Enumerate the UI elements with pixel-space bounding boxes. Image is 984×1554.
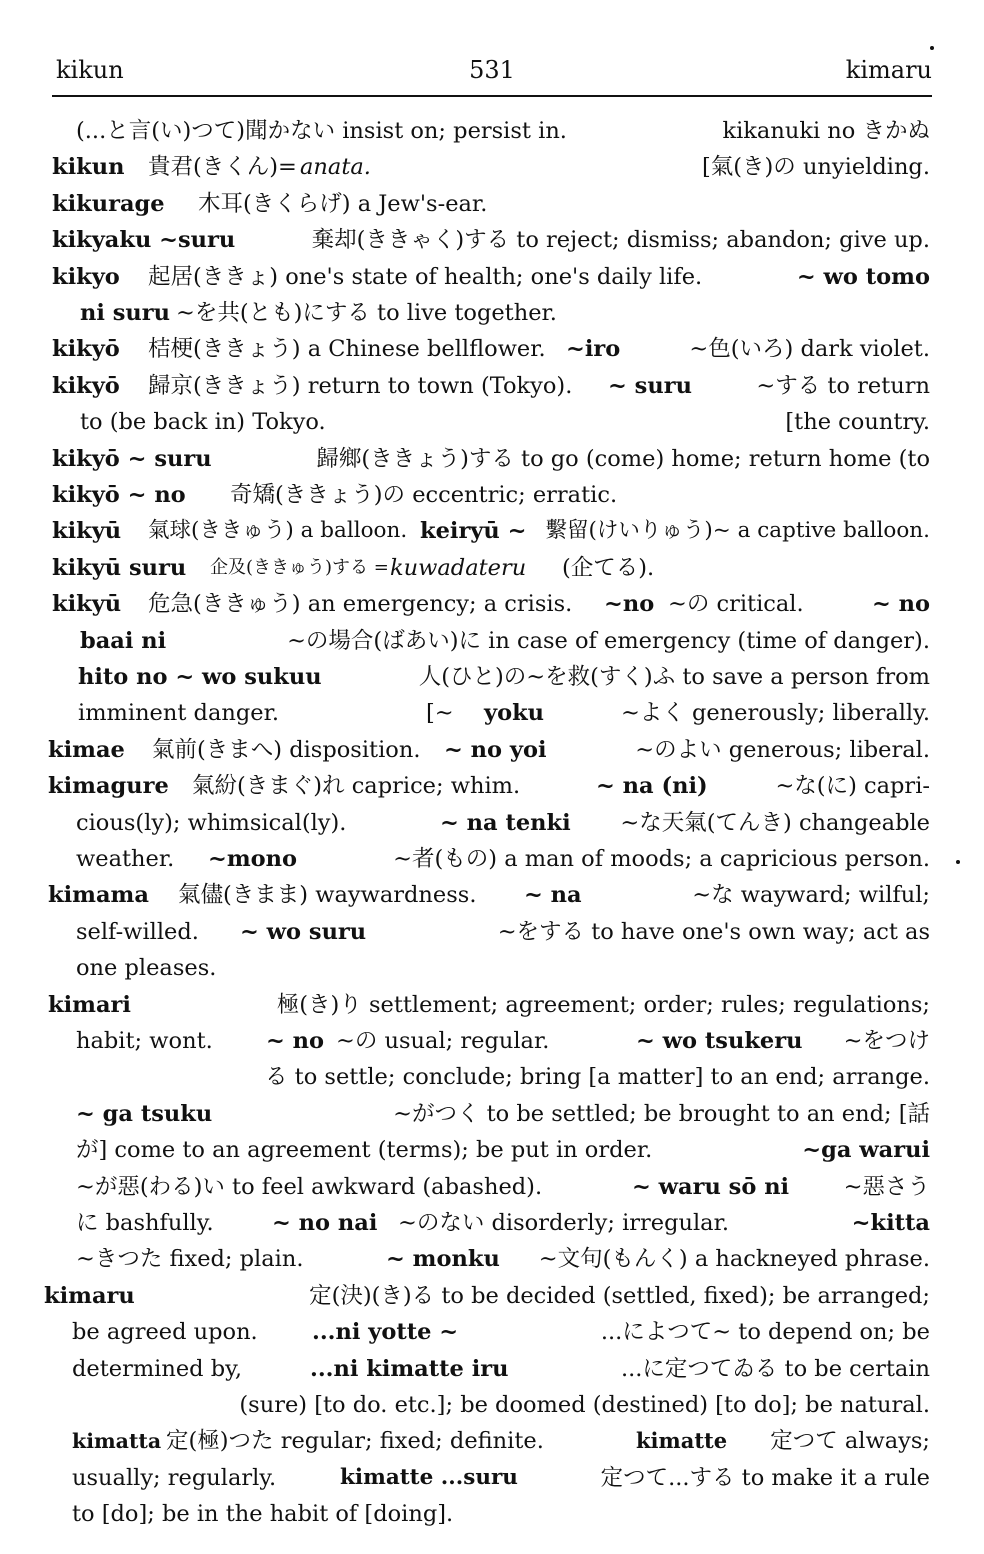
definition-text: ~よく generously; liberally.: [620, 700, 930, 727]
entry-line: [0, 586, 984, 622]
entry-line: [0, 1132, 984, 1168]
headword: kimaru: [44, 1282, 135, 1309]
headword: kikyō ~ suru: [52, 445, 212, 472]
definition-text: self-willed.: [76, 918, 199, 945]
headword: kikyō ~ no: [52, 482, 186, 508]
entry-line: [0, 186, 984, 222]
headword: hito no ~ wo sukuu: [78, 664, 322, 690]
entry-line: [0, 987, 984, 1023]
definition-text: 歸鄉(ききょう)する to go (come) home; return home (to: [316, 445, 930, 472]
print-speck: [930, 46, 934, 50]
definition-text: に bashfully.: [76, 1210, 214, 1236]
definition-text: ~をする to have one's own way; act as: [497, 918, 930, 945]
entry-line: [0, 768, 984, 804]
headword: kikurage: [52, 190, 165, 217]
definition-text: be agreed upon.: [72, 1319, 258, 1346]
entry-line: [0, 113, 984, 149]
definition-text: 氣紛(きまぐ)れ caprice; whim.: [192, 773, 521, 800]
headword: kimagure: [48, 773, 169, 800]
definition-text: (...と言(い)つて)聞かない insist on; persist in.: [76, 118, 567, 144]
entry-line: [0, 1460, 984, 1496]
definition-text: usually; regularly.: [72, 1464, 277, 1491]
headword: ni suru: [80, 300, 170, 326]
entry-line: [0, 331, 984, 367]
entry-line: [0, 1096, 984, 1132]
headword: ~ na (ni): [596, 773, 708, 800]
definition-text: [~: [426, 700, 454, 727]
definition-text: ~惡さう: [843, 1173, 930, 1200]
headword: ~ suru: [608, 372, 692, 399]
headword: kikyū suru: [52, 554, 187, 581]
headword: kimari: [48, 991, 131, 1018]
headword: kikyo: [52, 263, 120, 290]
definition-text: 奇矯(ききょう)の eccentric; erratic.: [230, 482, 618, 508]
headword: ~ wo tomo: [796, 263, 930, 290]
page-number: 531: [469, 56, 515, 84]
headword: kikun: [52, 154, 125, 181]
entry-line: [0, 550, 984, 586]
entry-line: [0, 1423, 984, 1459]
definition-text: ~文句(もんく) a hackneyed phrase.: [538, 1246, 930, 1273]
headword: ~ wo suru: [240, 918, 367, 945]
entry-line: [0, 441, 984, 477]
definition-text: 起居(ききょ) one's state of health; one's daily life.: [148, 263, 703, 290]
definition-text: one pleases.: [76, 955, 217, 982]
definition-text: 氣球(ききゅう) a balloon.: [148, 518, 408, 544]
definition-text: ...に定つてゐる to be certain: [620, 1355, 930, 1382]
definition-text: determined by,: [72, 1355, 243, 1382]
headword: ~ monku: [386, 1246, 500, 1273]
headword: yoku: [484, 700, 545, 727]
definition-text: ~の critical.: [668, 591, 804, 618]
headword: ~ ga tsuku: [76, 1100, 213, 1127]
entry-line: [0, 623, 984, 659]
entry-line: [0, 1314, 984, 1350]
entry-line: [0, 404, 984, 440]
entry-line: [0, 805, 984, 841]
definition-text: 繫留(けいりゅう)~ a captive balloon.: [545, 518, 930, 544]
entry-line: [0, 841, 984, 877]
headword: kikyū: [52, 591, 122, 618]
headword: kikyū: [52, 518, 122, 545]
entry-line: [0, 914, 984, 950]
headword: baai ni: [80, 627, 167, 654]
headword: kikyaku ~suru: [52, 227, 236, 254]
definition-text: ~のない disorderly; irregular.: [398, 1210, 730, 1236]
definition-text: ~の usual; regular.: [336, 1028, 550, 1054]
entry-line: [0, 222, 984, 258]
cross-reference: anata.: [300, 154, 371, 181]
headword: ~ wo tsukeru: [636, 1028, 803, 1054]
definition-text: 桔梗(ききょう) a Chinese bellflower.: [148, 336, 546, 363]
definition-text: weather.: [76, 846, 175, 872]
definition-text: 貴君(きくん)=: [148, 154, 297, 181]
headword: ~ no: [871, 591, 930, 618]
entry-line: [0, 259, 984, 295]
running-head-left: kikun: [56, 56, 124, 84]
definition-text: 歸京(ききょう) return to town (Tokyo).: [148, 372, 573, 399]
definition-text: 人(ひと)の~を救(すく)ふ to save a person from: [418, 664, 930, 690]
definition-text: 危急(ききゅう) an emergency; a crisis.: [148, 591, 573, 618]
definition-text: ~する to return: [756, 372, 930, 399]
definition-text: to (be back in) Tokyo.: [80, 409, 326, 436]
definition-text: ~な天氣(てんき) changeable: [620, 809, 930, 836]
headword: ...ni yotte ~: [312, 1319, 459, 1346]
definition-text: (企てる).: [562, 554, 655, 581]
entry-line: [0, 1059, 984, 1095]
headword: ~ no yoi: [444, 736, 547, 763]
entry-line: [0, 1387, 984, 1423]
entry-line: [0, 695, 984, 731]
cross-reference: kuwadateru: [390, 554, 527, 581]
definition-text: 木耳(きくらげ) a Jew's-ear.: [198, 190, 488, 217]
definition-text: 氣儘(きまま) waywardness.: [178, 882, 477, 909]
entry-line: [0, 513, 984, 549]
headword: ~kitta: [851, 1210, 930, 1236]
entry-line: [0, 950, 984, 986]
definition-text: 定(決)(き)る to be decided (settled, fixed); be arranged;: [309, 1282, 930, 1309]
headword: ~ na tenki: [440, 809, 571, 836]
headword: kimae: [48, 736, 125, 763]
entry-line: [0, 659, 984, 695]
headword: ~ga warui: [802, 1137, 930, 1164]
entry-line: [0, 877, 984, 913]
headword: kimatte ...suru: [340, 1464, 518, 1490]
entry-line: [0, 368, 984, 404]
definition-text: ~きつた fixed; plain.: [76, 1246, 304, 1273]
definition-text: (sure) [to do. etc.]; be doomed (destined) [to do]; be natural.: [239, 1392, 930, 1418]
entry-line: [0, 295, 984, 331]
definition-text: ~のよい generous; liberal.: [635, 736, 930, 763]
headword: ~iro: [566, 336, 621, 363]
definition-text: 定(極)つた regular; fixed; definite.: [166, 1428, 544, 1455]
definition-text: が] come to an agreement (terms); be put in order.: [76, 1137, 653, 1164]
entry-line: [0, 732, 984, 768]
definition-text: 棄却(ききゃく)する to reject; dismiss; abandon; give up.: [311, 227, 930, 254]
definition-text: [the country.: [785, 409, 930, 436]
headword: kikyō: [52, 372, 120, 399]
definition-text: ~が惡(わる)い to feel awkward (abashed).: [76, 1173, 543, 1200]
definition-text: ~を共(とも)にする to live together.: [176, 300, 557, 326]
entry-line: [0, 1278, 984, 1314]
headword: kikyō: [52, 336, 120, 363]
entry-line: [0, 1241, 984, 1277]
definition-text: ...によつて~ to depend on; be: [600, 1319, 930, 1346]
headword: kimatte: [636, 1428, 728, 1454]
entry-line: [0, 1496, 984, 1532]
definition-text: 定つて...する to make it a rule: [600, 1464, 930, 1491]
headword: ~ no: [266, 1028, 325, 1054]
definition-text: ~な(に) capri-: [775, 773, 930, 800]
definition-text: to [do]; be in the habit of [doing].: [72, 1501, 454, 1528]
headword: ~no: [604, 591, 655, 618]
definition-text: 氣前(きまへ) disposition.: [152, 736, 421, 763]
running-head-right: kimaru: [845, 56, 932, 84]
headword: ~ waru sō ni: [632, 1173, 790, 1200]
headword: ~mono: [208, 846, 298, 872]
definition-text: ~がつく to be settled; be brought to an end; [話: [393, 1100, 930, 1127]
entry-line: [0, 477, 984, 513]
entry-line: [0, 1205, 984, 1241]
definition-text: kikanuki no きかぬ: [722, 118, 930, 144]
definition-text: ~色(いろ) dark violet.: [689, 336, 930, 363]
definition-text: habit; wont.: [76, 1028, 213, 1054]
definition-text: cious(ly); whimsical(ly).: [76, 809, 347, 836]
definition-text: 極(き)り settlement; agreement; order; rules; regulations;: [276, 991, 930, 1018]
headword: kimatta: [72, 1429, 162, 1454]
definition-text: imminent danger.: [78, 700, 280, 727]
entry-line: [0, 1023, 984, 1059]
headword: kimama: [48, 882, 149, 909]
definition-text: ~な wayward; wilful;: [692, 882, 930, 909]
headword: ...ni kimatte iru: [310, 1355, 509, 1382]
definition-text: ~の場合(ばあい)に in case of emergency (time of danger).: [287, 627, 930, 654]
definition-text: 定つて always;: [770, 1428, 930, 1455]
entry-line: [0, 149, 984, 185]
definition-text: [氣(き)の unyielding.: [701, 154, 930, 181]
headword: ~ no nai: [272, 1210, 378, 1236]
entry-line: [0, 1169, 984, 1205]
header-rule: [52, 95, 932, 97]
definition-text: る to settle; conclude; bring [a matter] to an end; arrange.: [265, 1064, 930, 1091]
definition-text: 企及(ききゅう)する =: [210, 556, 389, 578]
entry-line: [0, 1351, 984, 1387]
definition-text: ~をつけ: [843, 1028, 930, 1054]
definition-text: ~者(もの) a man of moods; a capricious person.: [393, 846, 930, 872]
headword: keiryū ~: [420, 518, 527, 545]
headword: ~ na: [524, 882, 582, 909]
